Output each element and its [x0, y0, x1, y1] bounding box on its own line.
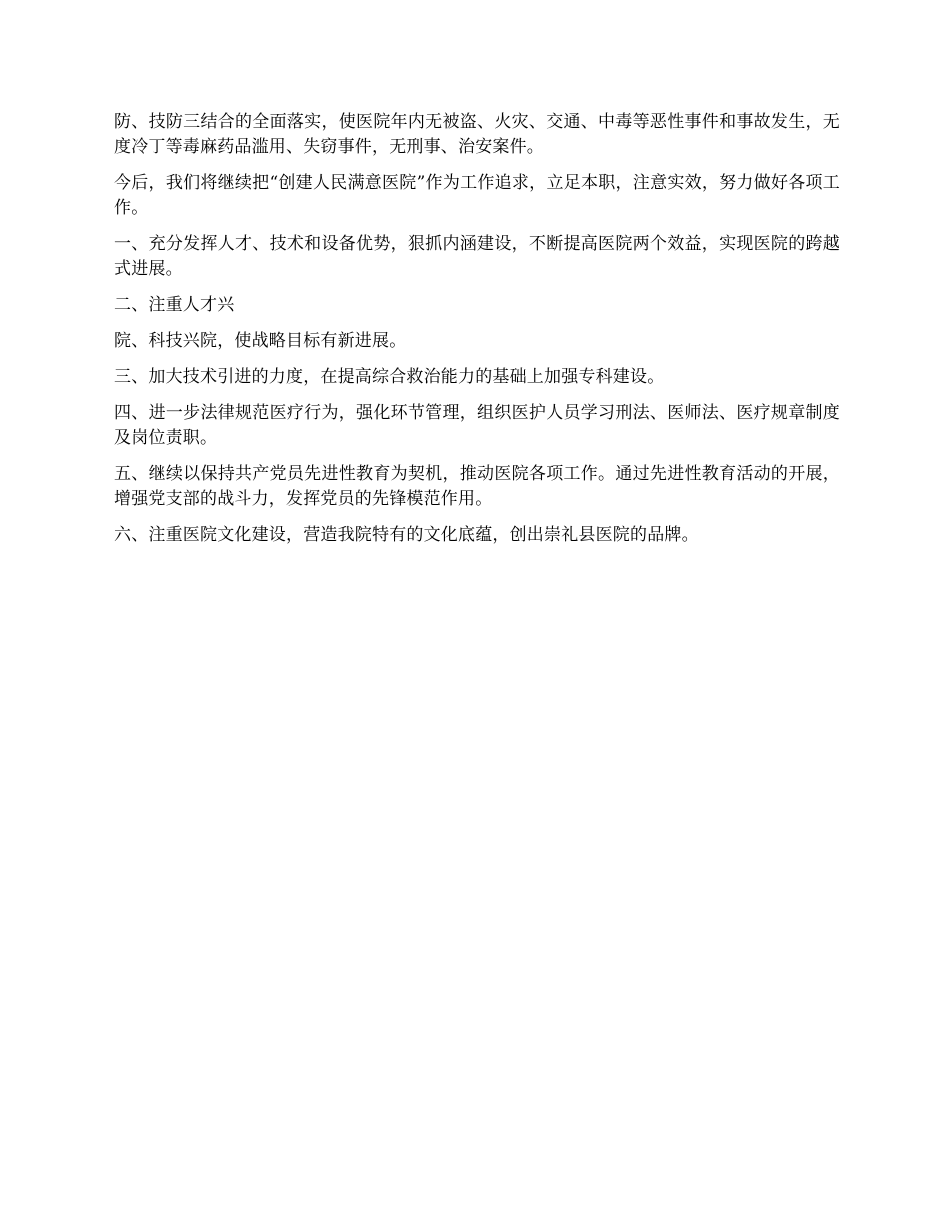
document-page [114, 110, 840, 559]
paragraph-item-1: 一、充分发挥人才、技术和设备优势，狠抓内涵建设，不断提高医院两个效益，实现医院的跨越式进展。 [114, 234, 840, 279]
paragraph-item-6: 六、注重医院文化建设，营造我院特有的文化底蕴，创出崇礼县医院的品牌。 [114, 525, 699, 545]
paragraph-item-2: 二、注重人才兴 [114, 295, 235, 315]
paragraph-future-goals: 今后，我们将继续把“创建人民满意医院”作为工作追求，立足本职，注意实效，努力做好各项工作。 [114, 173, 840, 218]
paragraph-item-4: 四、进一步法律规范医疗行为，强化环节管理，组织医护人员学习刑法、医师法、医疗规章制度及岗位责职。 [114, 403, 840, 448]
paragraph-item-5: 五、继续以保持共产党员先进性教育为契机，推动医院各项工作。通过先进性教育活动的开展，增强党支部的战斗力，发挥党员的先锋模范作用。 [114, 464, 840, 509]
paragraph-security-summary: 防、技防三结合的全面落实，使医院年内无被盗、火灾、交通、中毒等恶性事件和事故发生，无度冷丁等毒麻药品滥用、失窃事件，无刑事、治安案件。 [114, 112, 840, 157]
paragraph-item-2-continued: 院、科技兴院，使战略目标有新进展。 [114, 331, 407, 351]
paragraph-item-3: 三、加大技术引进的力度，在提高综合救治能力的基础上加强专科建设。 [114, 367, 665, 387]
